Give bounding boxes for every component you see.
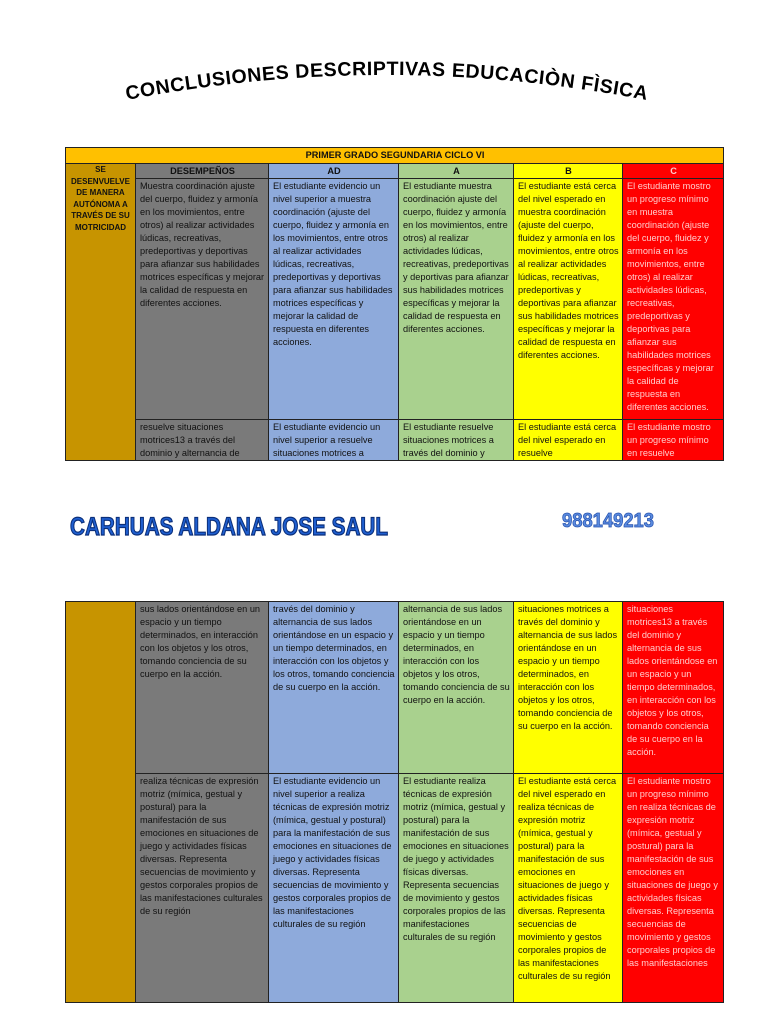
author-name: CARHUAS ALDANA JOSE SAUL — [70, 513, 388, 541]
author-banner — [0, 495, 768, 555]
header-a: A — [399, 164, 514, 179]
level-ad-cell: El estudiante evidencio un nivel superior a muestra coordinación (ajuste del cuerpo, fluidez y armonía en los movimientos, entre otros al realizar actividades lúdicas, recreativas, predeportivas y deportivas para afianzar sus habilidades motrices específicas y mejorar la calidad de respuesta en diferentes acciones. — [269, 179, 399, 420]
header-b: B — [514, 164, 623, 179]
competence-label: SE DESENVUELVE DE MANERA AUTÓNOMA A TRAVÉS DE SU MOTRICIDAD — [71, 165, 130, 232]
rubric-table-page-1 — [65, 147, 724, 461]
level-c-cell: El estudiante mostro un progreso mínimo en muestra coordinación (ajuste del cuerpo, fluidez y armonía en los movimientos, entre otros) al realizar actividades lúdicas, recreativas, predeportivas y deportivas para afianzar sus habilidades motrices específicas y mejorar la calidad de respuesta en diferentes acciones. — [623, 179, 724, 420]
document-title — [0, 0, 768, 130]
level-a-cell: El estudiante realiza técnicas de expresión motriz (mímica, gestual y postural) para la manifestación de sus emociones en situaciones de juego y actividades físicas diversas. Representa secuencias de movimiento y gestos corporales propios de las manifestaciones culturales de su región — [399, 774, 514, 1003]
author-phone: 988149213 — [562, 510, 654, 532]
svg-text:CONCLUSIONES DESCRIPTIVAS EDUC — [124, 58, 650, 105]
level-b-cell: situaciones motrices a través del dominio y alternancia de sus lados orientándose en un espacio y un tiempo determinados, en interacción con los objetos y los otros, tomando conciencia de su cuerpo en la acción. — [514, 602, 623, 774]
level-ad-cell: El estudiante evidencio un nivel superior a resuelve situaciones motrices a — [269, 420, 399, 461]
desempeno-cell: sus lados orientándose en un espacio y un tiempo determinados, en interacción con los objetos y los otros, tomando conciencia de su cuerpo en la acción. — [136, 602, 269, 774]
desempeno-cell: resuelve situaciones motrices13 a través del dominio y alternancia de — [136, 420, 269, 461]
document-title-text: CONCLUSIONES DESCRIPTIVAS EDUCACIÒN FÌSICA — [123, 57, 651, 106]
header-desempenos: DESEMPEÑOS — [136, 164, 269, 179]
level-c-cell: El estudiante mostro un progreso mínimo en realiza técnicas de expresión motriz (mímica, gestual y postural) para la manifestación de sus emociones en situaciones de juego y actividades físicas diversas. Representa secuencias de movimiento y gestos corporales propios de las manifestaciones — [623, 774, 724, 1003]
level-c-cell: situaciones motrices13 a través del dominio y alternancia de sus lados orientándose en un espacio y un tiempo determinados, en interacción con los objetos y los otros, tomando conciencia de su cuerpo en la acción. — [623, 602, 724, 774]
header-c: C — [623, 164, 724, 179]
level-ad-cell: El estudiante evidencio un nivel superior a realiza técnicas de expresión motriz (mímica, gestual y postural) para la manifestación de sus emociones en situaciones de juego y actividades físicas diversas. Representa secuencias de movimiento y gestos corporales propios de las manifestaciones culturales de su región — [269, 774, 399, 1003]
competence-band — [66, 602, 136, 1003]
level-c-cell: El estudiante mostro un progreso mínimo en resuelve — [623, 420, 724, 461]
level-ad-cell: través del dominio y alternancia de sus lados orientándose en un espacio y un tiempo determinados, en interacción con los objetos y los otros, tomando conciencia de su cuerpo en la acción. — [269, 602, 399, 774]
level-b-cell: El estudiante está cerca del nivel esperado en resuelve — [514, 420, 623, 461]
competence-cell — [66, 164, 136, 461]
level-a-cell: alternancia de sus lados orientándose en un espacio y un tiempo determinados, en interacción con los objetos y los otros, tomando conciencia de su cuerpo en la acción. — [399, 602, 514, 774]
desempeno-cell: Muestra coordinación ajuste del cuerpo, fluidez y armonía en los movimientos, entre otros) al realizar actividades lúdicas, recreativas, predeportivas y deportivas para afianzar sus habilidades motrices específicas y mejorar la calidad de respuesta en diferentes acciones. — [136, 179, 269, 420]
desempeno-cell: realiza técnicas de expresión motriz (mímica, gestual y postural) para la manifestación de sus emociones en situaciones de juego y actividades físicas diversas. Representa secuencias de movimiento y gestos corporales propios de las manifestaciones culturales de su región — [136, 774, 269, 1003]
header-ad: AD — [269, 164, 399, 179]
grade-header: PRIMER GRADO SEGUNDARIA CICLO VI — [66, 148, 724, 164]
level-a-cell: El estudiante resuelve situaciones motrices a través del dominio y — [399, 420, 514, 461]
level-a-cell: El estudiante muestra coordinación ajuste del cuerpo, fluidez y armonía en los movimientos, entre otros) al realizar actividades lúdicas, recreativas, predeportivas y deportivas para afianzar sus habilidades motrices específicas y mejorar la calidad de respuesta en diferentes acciones. — [399, 179, 514, 420]
level-b-cell: El estudiante está cerca del nivel esperado en realiza técnicas de expresión motriz (mímica, gestual y postural) para la manifestación de sus emociones en situaciones de juego y actividades físicas diversas. Representa secuencias de movimiento y gestos corporales propios de las manifestaciones culturales de su región — [514, 774, 623, 1003]
rubric-table-page-2 — [65, 601, 724, 1003]
level-b-cell: El estudiante está cerca del nivel esperado en muestra coordinación (ajuste del cuerpo, fluidez y armonía en los movimientos, entre otros al realizar actividades lúdicas, recreativas, predeportivas y deportivas para afianzar sus habilidades motrices específicas y mejorar la calidad de respuesta en diferentes acciones. — [514, 179, 623, 420]
